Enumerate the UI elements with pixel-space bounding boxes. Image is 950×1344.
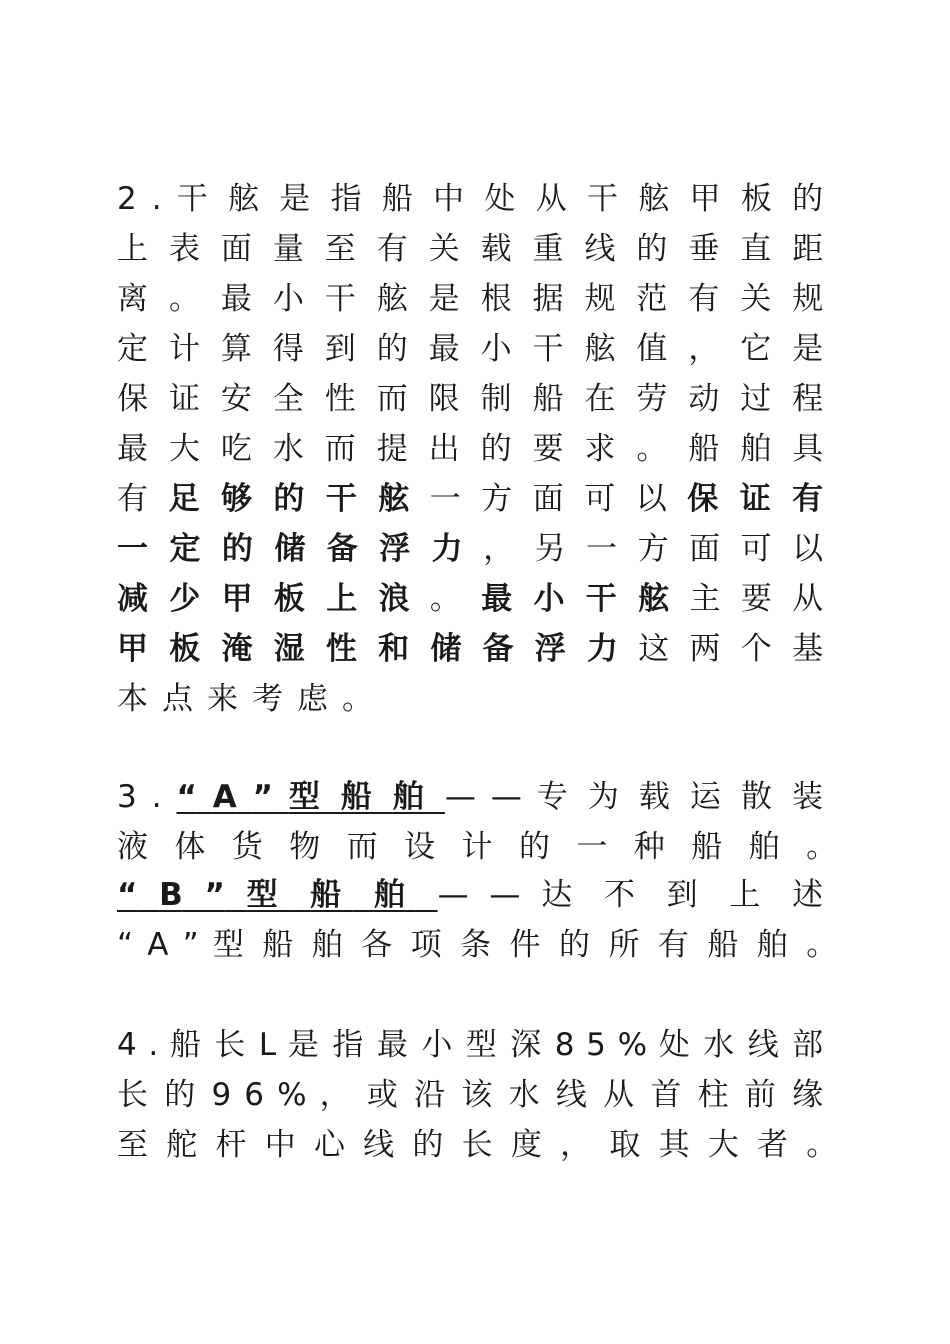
text-run: 有 (117, 481, 154, 517)
emphasis-text: 足 够 的 干 舷 (168, 481, 415, 517)
paragraph-line (117, 524, 823, 574)
text-run: 4 . 船 长 L 是 指 最 小 型 深 8 5 % 处 水 线 部 (117, 1027, 824, 1063)
paragraph-line (117, 174, 823, 224)
text-run: 至 舵 杆 中 心 线 的 长 度 ， 取 其 大 者 。 (117, 1127, 838, 1163)
paragraph-line (117, 374, 823, 424)
text-run: “ A ” 型 船 舶 各 项 条 件 的 所 有 船 舶 。 (117, 927, 838, 963)
emphasis-text: 甲 板 淹 湿 性 和 储 备 浮 力 (117, 631, 624, 667)
text-run: 保 证 安 全 性 而 限 制 船 在 劳 动 过 程 (117, 381, 824, 417)
text-run: — — 达 不 到 上 述 (437, 877, 824, 913)
text-run: 3 . (117, 779, 162, 815)
text-run: 定 计 算 得 到 的 最 小 干 舷 值 ， 它 是 (117, 331, 824, 367)
paragraph-line (117, 920, 837, 970)
emphasis-text: 最 小 干 舷 (481, 581, 675, 617)
paragraph-line (117, 1120, 837, 1170)
term-underlined: “ B ” 型 船 舶 (117, 877, 416, 913)
text-run: 长 的 9 6 % ， 或 沿 该 水 线 从 首 柱 前 缘 (117, 1077, 824, 1113)
paragraph-line (117, 424, 823, 474)
text-run: ， 另 一 方 面 可 以 (483, 531, 824, 567)
text-run: 液 体 货 物 而 设 计 的 一 种 船 舶 。 (117, 829, 838, 865)
text-run: 主 要 从 (689, 581, 824, 617)
paragraph-line (117, 822, 837, 872)
text-run: 。 (429, 581, 467, 617)
paragraph-line (117, 274, 823, 324)
text-run: 本点来考虑。 (117, 681, 387, 717)
emphasis-text: 保 证 有 (687, 481, 824, 517)
paragraph-line (117, 1070, 823, 1120)
text-run: 2 . 干 舷 是 指 船 中 处 从 干 舷 甲 板 的 (117, 181, 824, 217)
paragraph-line (117, 224, 823, 274)
term-underlined: “ A ” 型 船 舶 (176, 779, 429, 815)
text-run: 离 。 最 小 干 舷 是 根 据 规 范 有 关 规 (117, 281, 824, 317)
text-run: 上 表 面 量 至 有 关 载 重 线 的 垂 直 距 (117, 231, 824, 267)
paragraph-line (117, 674, 823, 724)
text-run: 一 方 面 可 以 (429, 481, 673, 517)
paragraph-line (117, 772, 823, 822)
text-run: 这 两 个 基 (638, 631, 824, 667)
paragraph-line (117, 324, 823, 374)
paragraph-line (117, 474, 823, 524)
paragraph-line (117, 574, 823, 624)
emphasis-text: 一 定 的 储 备 浮 力 (117, 531, 468, 567)
text-run: 最 大 吃 水 而 提 出 的 要 求 。 船 舶 具 (117, 431, 824, 467)
paragraph-line (117, 624, 823, 674)
paragraph-line (117, 870, 823, 920)
emphasis-text: 减 少 甲 板 上 浪 (117, 581, 415, 617)
paragraph-line (117, 1020, 823, 1070)
text-run: — — 专 为 载 运 散 装 (444, 779, 824, 815)
